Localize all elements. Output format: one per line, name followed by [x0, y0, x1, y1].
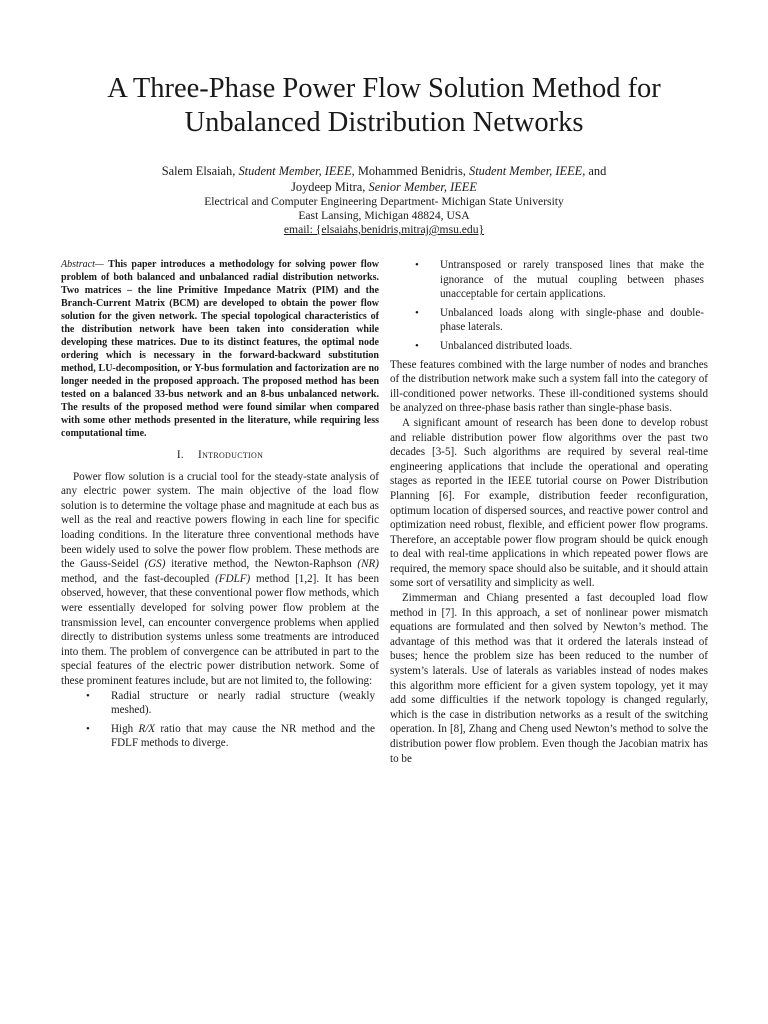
abstract: [61, 258, 379, 440]
list-item-text: Untransposed or rarely transposed lines that make the ignorance of the mutual coupling between phases unacceptable for certain applications.: [440, 259, 704, 301]
intro-text-3: method, and the fast-decoupled: [61, 572, 216, 585]
list-item-text: Unbalanced loads along with single-phase and double-phase laterals.: [440, 306, 704, 334]
intro-text-2: iterative method, the Newton-Raphson: [165, 558, 358, 571]
feature-list-left: [61, 689, 379, 751]
math-rx: R/X: [138, 722, 156, 735]
section-number: I.: [176, 449, 185, 461]
intro-paragraph: [61, 470, 379, 689]
author-line-1: [60, 164, 708, 180]
author-3-role: Senior Member, IEEE: [368, 179, 477, 194]
author-3-name: Joydeep Mitra,: [291, 179, 369, 194]
left-column: [61, 258, 379, 755]
list-item-text: ratio that may cause the NR method and the FDLF methods to diverge.: [111, 722, 375, 750]
intro-fdlf: (FDLF): [215, 572, 251, 585]
title-line-1: A Three-Phase Power Flow Solution Method for: [107, 73, 661, 104]
affiliation: Electrical and Computer Engineering Department- Michigan State University: [204, 195, 564, 208]
title-line-2: Unbalanced Distribution Networks: [184, 107, 584, 138]
abstract-dash: —: [94, 259, 109, 270]
feature-list-right: [390, 258, 708, 354]
list-item-text: Unbalanced distributed loads.: [440, 339, 573, 352]
intro-text-1: Power flow solution is a crucial tool for the steady-state analysis of any electric power system. The main objective of the load flow solution is to determine the voltage phase and magnitude at each bus as well as the real and reactive powers flowing in each line for specific loading conditions. In the literature three conventional methods have been widely used to solve the power flow problem. These methods are the Gauss-Seidel: [61, 470, 379, 571]
list-item: [390, 339, 708, 354]
author-2-role: Student Member, IEEE: [469, 164, 583, 178]
list-item: [61, 689, 379, 718]
author-2-name: , Mohammed Benidris,: [351, 164, 469, 178]
author-1-name: Salem Elsaiah,: [161, 164, 239, 178]
body-paragraph: Zimmerman and Chiang presented a fast decoupled load flow method in [7]. In this approach, a set of nonlinear power mismatch equations are formulated and then solved by Newton’s method. The advantage of this method was that it ordered the laterals instead of buses; hence the problem size has been reduced to the number of system’s laterals. Use of laterals as variables instead of nodes makes this algorithm more efficient for a given system topology, yet it may add some difficulties if the network topology is changed regularly, which is the case in distribution networks as a result of the switching operation. In [8], Zhang and Cheng used Newton’s method to solve the distribution power flow problem. Even though the Jacobian matrix has to be: [390, 592, 708, 765]
paper-title: [40, 72, 728, 140]
bullet-icon: •: [86, 689, 90, 702]
author-block: [60, 164, 708, 237]
list-item: [390, 306, 708, 335]
bullet-icon: •: [415, 339, 419, 352]
section-title: Introduction: [198, 449, 264, 461]
list-item: [61, 722, 379, 751]
right-column: [390, 258, 708, 766]
author-line-2: [60, 180, 708, 196]
author-and: , and: [582, 164, 607, 178]
intro-nr: (NR): [357, 558, 379, 571]
body-paragraph: A significant amount of research has been done to develop robust and reliable distribution power flow algorithms over the past two decades [3-5]. Such algorithms are required by several real-time engineering applications that include the operational and operating stages as reported in the IEEE tutorial course on Power Distribution Planning [6]. For example, distribution feeder reconfiguration, optimum location of dispersed sources, and reactive power control and optimization need robust, flexible, and efficient power flow programs. Therefore, an acceptable power flow program should be quick enough to deal with real-time applications in which repeated power flows are required, the memory space should also be suitable, and it should attain some sort of versatility and simplicity as well.: [390, 416, 708, 590]
bullet-icon: •: [415, 259, 419, 271]
author-1-role: Student Member, IEEE: [238, 164, 352, 178]
list-item-text: Radial structure or nearly radial structure (weakly meshed).: [111, 689, 375, 717]
location: East Lansing, Michigan 48824, USA: [298, 209, 470, 222]
abstract-text: This paper introduces a methodology for solving power flow problem of both balanced and unbalanced radial distribution networks. Two matrices – the line Primitive Impedance Matrix (PIM) and the Branch-Current Matrix (BCM) are developed to obtain the power flow solution for the given network. The special topological characteristics of the distribution network have been taken into consideration while developing these matrices. Due to its distinct features, the optimal node ordering which is necessary in the forward-backward substitution method, LU-decomposition, or Y-bus formulation and factorization are no longer needed in the proposed approach. The proposed method has been tested on a balanced 33-bus network and an 8-bus unbalanced network. The results of the proposed method were found similar when compared with some other methods presented in the literature, while requiring less computational time.: [61, 259, 379, 439]
email-link[interactable]: email: {elsaiahs,benidris,mitraj@msu.edu}: [283, 223, 485, 236]
section-heading-introduction: [61, 448, 379, 463]
bullet-icon: •: [86, 722, 90, 735]
intro-gs: (GS): [144, 558, 166, 571]
list-item-text: High: [111, 722, 139, 735]
list-item: [390, 258, 708, 302]
bullet-icon: •: [415, 306, 419, 319]
abstract-label: Abstract: [61, 259, 95, 270]
body-paragraph: These features combined with the large number of nodes and branches of the distribution network make such a system fall into the category of ill-conditioned power networks. These ill-conditioned systems should be analyzed on three-phase basis rather than single-phase basis.: [390, 358, 708, 415]
intro-text-4: method [1,2]. It has been observed, however, that these conventional power flow methods, which were essentially developed for solving power flow problem at the transmission level, can encounter convergence problems when applied directly to distribution systems unless some treatments are introduced into them. The problem of convergence can be attributed in part to the special features of the electric power distribution network. Some of these prominent features include, but are not limited to, the following:: [61, 572, 379, 687]
